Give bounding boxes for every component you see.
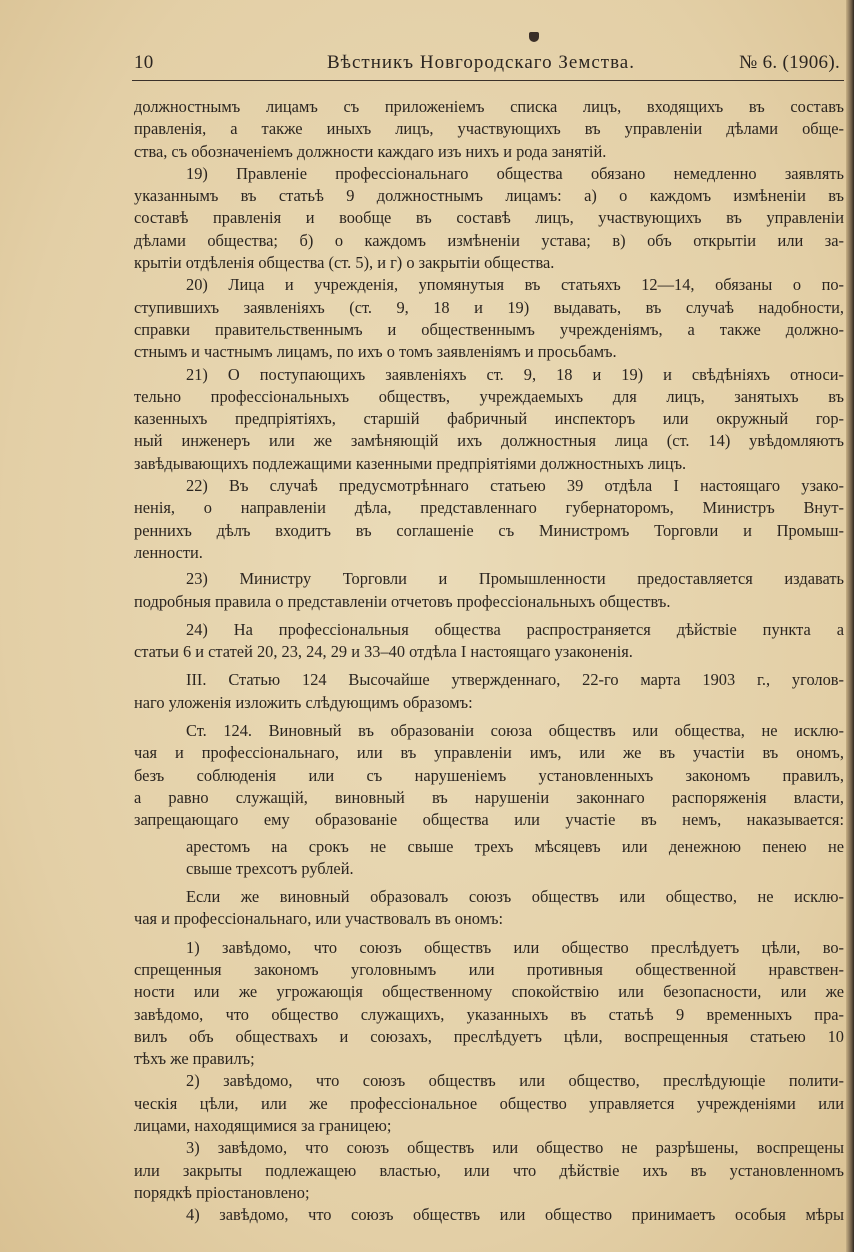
text-line: статьи 6 и статей 20, 23, 24, 29 и 33–40 отдѣла I настоящаго узаконенiя. bbox=[134, 642, 633, 662]
text-line: 22) Въ случаѣ предусмотрѣннаго статьею 39 отдѣла I настоящаго узако- bbox=[186, 476, 844, 496]
text-line: завѣдомо, что общество служащихъ, указанныхъ въ статьѣ 9 временныхъ пра- bbox=[134, 1004, 844, 1024]
text-line: ненiя, о направленiи дѣла, представленнаго губернаторомъ, Министръ Внут- bbox=[134, 498, 844, 518]
text-line: 23) Министру Торговли и Промышленности предоставляется издавать bbox=[186, 569, 844, 589]
page-edge-shadow bbox=[846, 0, 854, 1252]
text-line: ный инженеръ или же замѣняющiй ихъ должностныя лица (ст. 14) увѣдомляютъ bbox=[134, 431, 844, 451]
text-line: наго уложенiя изложить слѣдующимъ образомъ: bbox=[134, 692, 473, 712]
text-line: реннихъ дѣлъ входитъ въ соглашенiе съ Министромъ Торговли и Промыш- bbox=[134, 520, 844, 540]
text-line: ческiя цѣли, или же профессiональное общество управляется учрежденiями или bbox=[134, 1093, 844, 1113]
text-line: III. Статью 124 Высочайше утвержденнаго, 22-го марта 1903 г., уголов- bbox=[186, 670, 844, 690]
text-line: чая и профессiональнаго, или участвовалъ въ ономъ: bbox=[134, 909, 504, 929]
text-line: ленности. bbox=[134, 542, 203, 562]
text-line: правленiя, а также иныхъ лицъ, участвующихъ въ управленiи дѣлами обще- bbox=[134, 119, 844, 139]
text-line: дѣлами общества; б) о каждомъ измѣненiи устава; в) объ открытiи или за- bbox=[134, 230, 844, 250]
text-line: запрещающаго ему образованiе общества или участiе въ немъ, наказывается: bbox=[134, 810, 844, 830]
text-line: 2) завѣдомо, что союзъ обществъ или общество, преслѣдующiе полити- bbox=[186, 1071, 844, 1091]
text-line: казенныхъ предпрiятiяхъ, старшiй фабричный инспекторъ или окружный гор- bbox=[134, 409, 844, 429]
running-header bbox=[132, 52, 844, 82]
text-line: ства, съ обозначенiемъ должности каждаго изъ нихъ и рода занятiй. bbox=[134, 141, 607, 161]
text-line: завѣдывающихъ подлежащими казенными предпрiятiями должностныхъ лицъ. bbox=[134, 453, 687, 473]
text-line: тельно профессiональныхъ обществъ, учреждаемыхъ для лицъ, занятыхъ въ bbox=[134, 386, 844, 406]
ink-mark bbox=[529, 32, 539, 42]
page-number: 10 bbox=[134, 52, 154, 73]
text-line: порядкѣ прiостановлено; bbox=[134, 1182, 310, 1202]
text-line: крытiи отдѣленiя общества (ст. 5), и г) о закрытiи общества. bbox=[134, 253, 555, 273]
text-line: ности или же угрожающiя общественному спокойствiю или безопасности, или же bbox=[134, 982, 844, 1002]
text-line: 20) Лица и учрежденiя, упомянутыя въ статьяхъ 12—14, обязаны о по- bbox=[186, 275, 844, 295]
text-line: спрещенныя закономъ уголовнымъ или противныя общественной нравствен- bbox=[134, 959, 844, 979]
text-line: или закрыты подлежащею властью, или что дѣйствiе ихъ въ установленномъ bbox=[134, 1160, 844, 1180]
text-line: 19) Правленiе профессiональнаго общества обязано немедленно заявлять bbox=[186, 163, 844, 183]
text-line: 3) завѣдомо, что союзъ обществъ или общество не разрѣшены, воспрещены bbox=[186, 1138, 844, 1158]
text-line: должностнымъ лицамъ съ приложенiемъ списка лицъ, входящихъ въ составъ bbox=[134, 97, 844, 116]
text-line: вилъ объ обществахъ и союзахъ, преслѣдуетъ цѣли, воспрещенныя статьею 10 bbox=[134, 1026, 844, 1046]
text-line: Если же виновный образовалъ союзъ обществъ или общество, не исклю- bbox=[186, 887, 844, 907]
text-line: ступившихъ заявленiяхъ (ст. 9, 18 и 19) выдавать, въ случаѣ надобности, bbox=[134, 297, 844, 317]
text-line: 1) завѣдомо, что союзъ обществъ или общество преслѣдуетъ цѣли, во- bbox=[186, 937, 844, 957]
text-line: указаннымъ въ статьѣ 9 должностнымъ лицамъ: а) о каждомъ измѣненiи въ bbox=[134, 186, 844, 206]
text-line: свыше трехсотъ рублей. bbox=[186, 858, 354, 878]
text-line: справки правительственнымъ и общественнымъ учрежденiямъ, а также должно- bbox=[134, 319, 844, 339]
text-line: тѣхъ же правилъ; bbox=[134, 1049, 255, 1069]
text-line: подробныя правила о представленiи отчетовъ профессiональныхъ обществъ. bbox=[134, 591, 671, 611]
text-line: 24) На профессiональныя общества распространяется дѣйствiе пункта а bbox=[186, 619, 844, 639]
text-line: стнымъ и частнымъ лицамъ, по ихъ о томъ заявленiямъ и просьбамъ. bbox=[134, 342, 617, 362]
text-line: а равно служащiй, виновный въ нарушенiи законнаго распоряженiя власти, bbox=[134, 787, 844, 807]
text-line: Ст. 124. Виновный въ образованiи союза обществъ или общества, не исклю- bbox=[186, 721, 844, 741]
body-text bbox=[134, 96, 844, 1227]
journal-title: Вѣстникъ Новгородскаго Земства. bbox=[327, 52, 635, 73]
text-line: составѣ правленiя и вообще въ составѣ лицъ, участвующихъ въ управленiи bbox=[134, 208, 844, 228]
text-line: 21) О поступающихъ заявленiяхъ ст. 9, 18 и 19) и свѣдѣнiяхъ относи- bbox=[186, 364, 844, 384]
text-line: арестомъ на срокъ не свыше трехъ мѣсяцевъ или денежною пенею не bbox=[186, 836, 844, 856]
text-line: чая и профессiональнаго, или въ управленiи имъ, или же въ участiи въ ономъ, bbox=[134, 743, 844, 763]
header-rule bbox=[132, 80, 844, 81]
text-line: безъ соблюденiя или съ нарушенiемъ установленныхъ закономъ правилъ, bbox=[134, 765, 844, 785]
text-line: 4) завѣдомо, что союзъ обществъ или общество принимаетъ особыя мѣры bbox=[186, 1205, 844, 1225]
issue-number: № 6. (1906). bbox=[739, 52, 840, 73]
text-line: лицами, находящимися за границею; bbox=[134, 1116, 392, 1136]
